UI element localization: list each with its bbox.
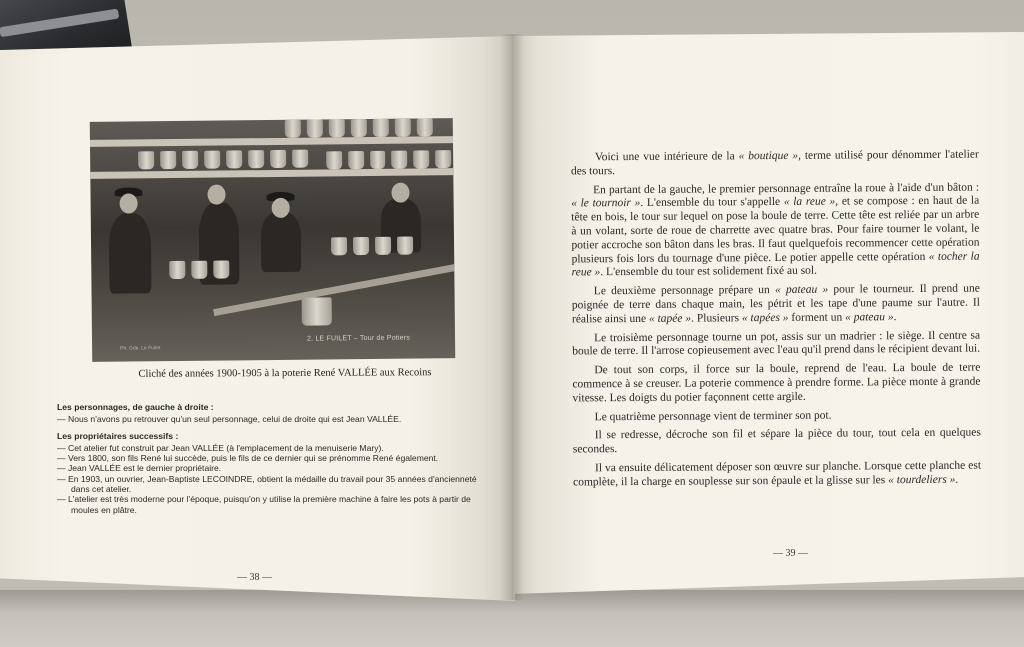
- characters-heading: Les personnages, de gauche à droite :: [57, 402, 214, 412]
- photo-plank: [213, 261, 455, 316]
- left-page-notes: [57, 402, 477, 521]
- photo-pots-row-1: [285, 118, 445, 140]
- potter-figure-1: [109, 213, 152, 293]
- potter-figure-3: [261, 212, 302, 272]
- owners-item: — Cet atelier fut construit par Jean VALLÉE (à l'emplacement de la menuiserie Mary).: [57, 442, 384, 453]
- paragraph-6: Le quatrième personnage vient de terminer son pot.: [594, 409, 832, 423]
- photo-water-basin: [302, 297, 332, 325]
- workshop-photo: [90, 118, 455, 362]
- photo-pots-row-5: [169, 260, 239, 281]
- photo-pots-row-2: [138, 150, 308, 172]
- owners-item: — Vers 1800, son fils René lui succède, puis le fils de ce dernier qui se prénomme René également.: [57, 453, 439, 464]
- potter-head-3: [272, 198, 290, 218]
- paragraph-2: En partant de la gauche, le premier personnage entraîne la roue à l'aide d'un bâton : « le tournoir ». L'ensemble du tour s'appelle « la reue », et se compose : en haut de la tête en bois, le tour sur lequel on pose la boule de terre. Cette tête est reliée par un arbre à un volant, sorte de roue de charrette avec quatre bras. Pour faire tourner le volant, le potier accroche son bâton dans les bras. Il faut quelquefois recommencer cette opération plusieurs fois lors du tournage d'une pièce. Le potier appelle cette opération « tocher la reue ». L'ensemble du tour est solidement fixé au sol.: [571, 181, 980, 279]
- case-rim: [0, 9, 119, 38]
- photo-caption: Cliché des années 1900-1905 à la poterie René VALLÉE aux Recoins: [138, 367, 432, 380]
- potter-head-2: [207, 184, 225, 204]
- page-number-left: — 38 —: [237, 572, 272, 583]
- potter-head-1: [120, 193, 138, 213]
- photo-pots-row-3: [326, 150, 451, 171]
- paragraph-7: Il se redresse, décroche son fil et sépare la pièce du tour, tout cela en quelques secondes.: [572, 426, 981, 456]
- photo-credit: Ph. Gde. Le Fuilet: [120, 345, 161, 352]
- characters-item: — Nous n'avons pu retrouver qu'un seul personnage, celui de droite qui est Jean VALLÉE.: [57, 414, 402, 425]
- photo-inner-caption: 2. LE FUILET – Tour de Potiers: [307, 334, 411, 343]
- page-number-right: — 39 —: [773, 548, 808, 559]
- paragraph-4: Le troisième personnage tourne un pot, assis sur un madrier : le siège. Il centre sa boule de terre. Il l'arrose copieusement avec l'eau qu'il prend dans le récipient devant lui.: [572, 329, 981, 358]
- owners-item: — En 1903, un ouvrier, Jean-Baptiste LECOINDRE, obtient la médaille du travail pour 35 années d'ancienneté dans cet atelier.: [57, 473, 477, 495]
- potter-head-4: [391, 183, 409, 203]
- paragraph-3: Le deuxième personnage prépare un « pateau » pour le tourneur. Il prend une poignée de terre dans chaque main, les pétrit et les tape d'une paume sur l'autre. Il réalise ainsi une « tapée ». Plusieurs « tapées » forment un « pateau ».: [571, 282, 980, 326]
- book-gutter: [500, 34, 524, 600]
- photo-pots-row-4: [331, 236, 421, 257]
- owners-item: — Jean VALLÉE est le dernier propriétaire.: [57, 463, 222, 474]
- paragraph-1: Voici une vue intérieure de la « boutique », terme utilisé pour dénommer l'atelier des tours.: [570, 148, 979, 178]
- paragraph-8: Il va ensuite délicatement déposer son œuvre sur planche. Lorsque cette planche est complète, il la charge en souplesse sur son épaule et la glisse sur les « tourdeliers ».: [573, 459, 982, 489]
- paragraph-5: De tout son corps, il force sur la boule, reprend de l'eau. La boule de terre commence à se creuser. La poterie commence à prendre forme. La pièce monte à grande vitesse. Les doigts du potier façonnent cette argile.: [572, 361, 981, 405]
- right-page-body: [571, 149, 981, 495]
- owners-heading: Les propriétaires successifs :: [57, 430, 179, 441]
- owners-item: — L'atelier est très moderne pour l'époque, puisqu'on y utilise la première machine à faire les pots à partir de moules en plâtre.: [57, 494, 471, 515]
